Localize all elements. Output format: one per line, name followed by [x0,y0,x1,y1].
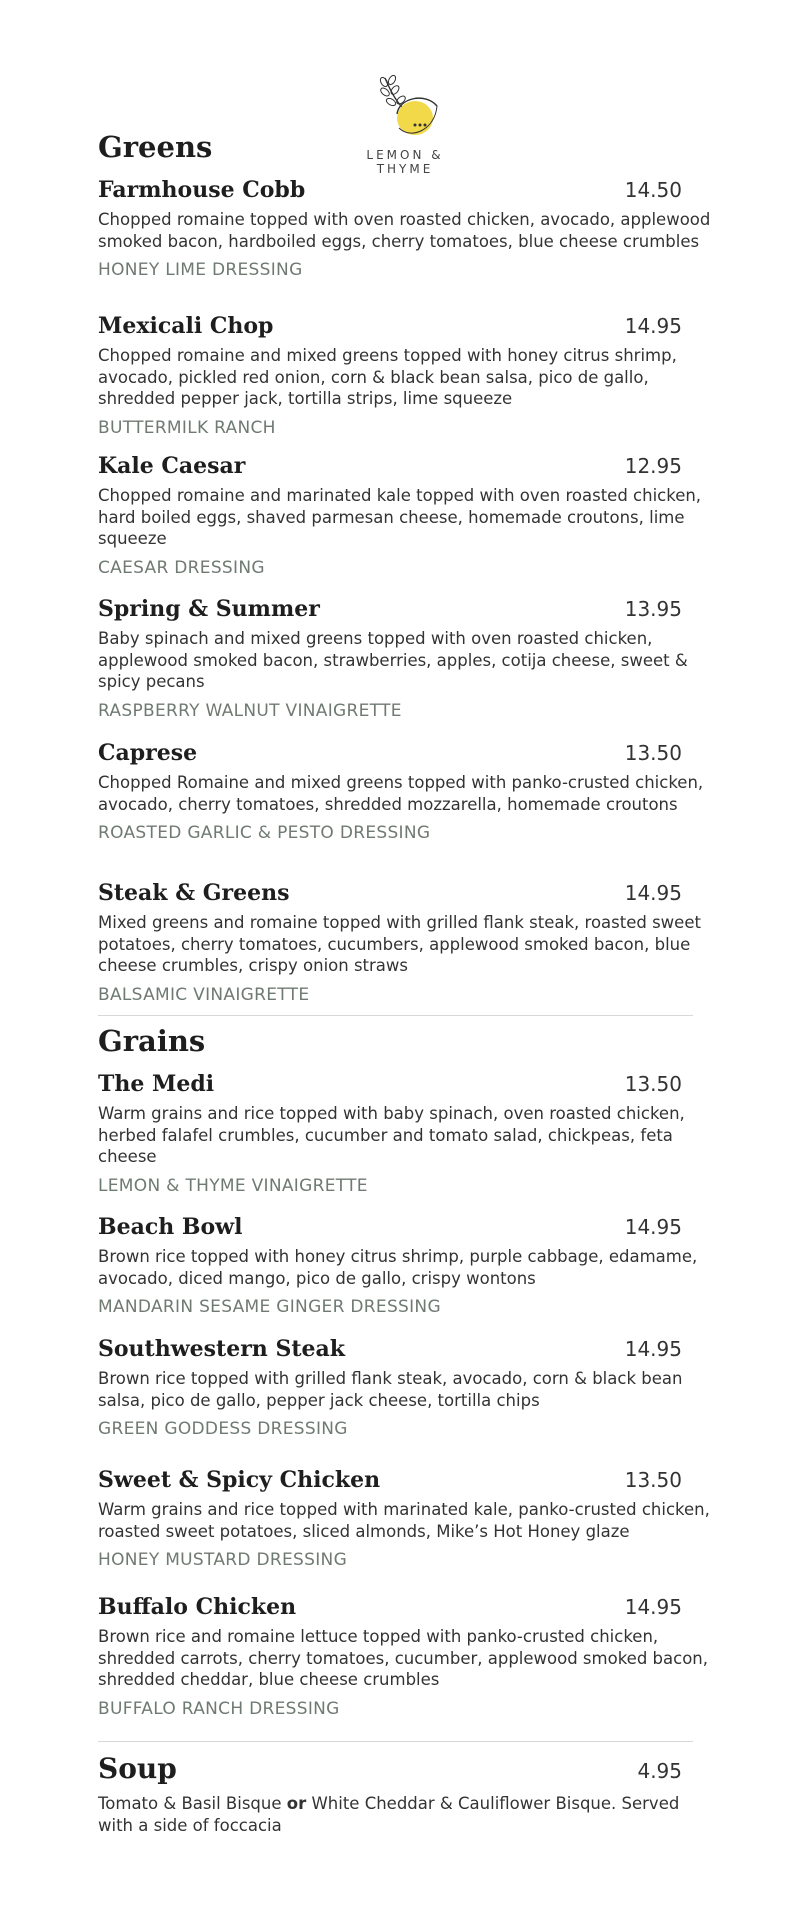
menu-item [98,1594,718,1719]
item-description: Brown rice topped with honey citrus shrimp, purple cabbage, edamame, avocado, diced mango, pico de gallo, crispy wontons [98,1247,698,1288]
menu-item [98,596,718,721]
soup-description [98,1793,718,1836]
item-dressing: MANDARIN SESAME GINGER DRESSING [98,1297,441,1317]
logo [335,70,475,176]
item-price: 4.95 [637,1759,682,1783]
item-description: Chopped romaine topped with oven roasted chicken, avocado, applewood smoked bacon, hardboiled eggs, cherry tomatoes, blue cheese crumbles [98,210,711,251]
menu-item [98,1071,718,1196]
item-name: Sweet & Spicy Chicken [98,1467,381,1493]
section-divider [98,1015,693,1016]
menu-item [98,880,718,1005]
item-name: Mexicali Chop [98,313,274,339]
menu-item [98,1214,718,1317]
item-price: 14.95 [624,881,682,905]
soup-connector: or [286,1794,307,1813]
item-dressing: HONEY LIME DRESSING [98,260,303,280]
item-description: Warm grains and rice topped with baby spinach, oven roasted chicken, herbed falafel crumbles, cucumber and tomato salad, chickpeas, feta cheese [98,1104,685,1166]
item-dressing: LEMON & THYME VINAIGRETTE [98,1175,368,1196]
item-dressing: HONEY MUSTARD DRESSING [98,1550,348,1570]
item-description: Brown rice topped with grilled flank steak, avocado, corn & black bean salsa, pico de gallo, pepper jack cheese, tortilla chips [98,1369,683,1410]
item-name: Steak & Greens [98,880,290,906]
item-price: 12.95 [624,454,682,478]
section-title-soup: Soup [98,1752,177,1785]
menu-item [98,740,718,843]
item-dressing: ROASTED GARLIC & PESTO DRESSING [98,823,431,843]
item-name: Southwestern Steak [98,1336,345,1362]
lemon-sprig-icon [355,70,455,142]
item-dressing: RASPBERRY WALNUT VINAIGRETTE [98,700,402,721]
item-price: 14.95 [624,1215,682,1239]
item-dressing: CAESAR DRESSING [98,557,265,578]
soup-section [98,1752,718,1836]
item-name: Spring & Summer [98,596,320,622]
item-name: Beach Bowl [98,1214,243,1240]
item-description: Chopped Romaine and mixed greens topped with panko-crusted chicken, avocado, cherry tomatoes, shredded mozzarella, homemade croutons [98,773,704,814]
soup-option-2: White Cheddar & Cauliflower Bisque. Served with a side of foccacia [98,1794,680,1835]
menu-item [98,313,718,438]
item-price: 13.50 [624,1468,682,1492]
item-description: Baby spinach and mixed greens topped with oven roasted chicken, applewood smoked bacon, strawberries, apples, cotija cheese, sweet & spicy pecans [98,629,688,691]
section-divider [98,1741,693,1742]
item-name: Farmhouse Cobb [98,177,306,203]
item-description: Brown rice and romaine lettuce topped with panko-crusted chicken, shredded carrots, cherry tomatoes, cucumber, applewood smoked bacon, shredded cheddar, blue cheese crumbles [98,1627,708,1689]
item-price: 14.95 [624,1337,682,1361]
item-description: Chopped romaine and mixed greens topped with honey citrus shrimp, avocado, pickled red onion, corn & black bean salsa, pico de gallo, shredded pepper jack, tortilla strips, lime squeeze [98,346,677,408]
item-dressing: BALSAMIC VINAIGRETTE [98,984,310,1005]
item-description: Warm grains and rice topped with marinated kale, panko-crusted chicken, roasted sweet potatoes, sliced almonds, Mike’s Hot Honey glaze [98,1500,710,1541]
item-price: 14.95 [624,314,682,338]
item-description: Chopped romaine and marinated kale topped with oven roasted chicken, hard boiled eggs, shaved parmesan cheese, homemade croutons, lime squeeze [98,486,702,548]
item-price: 14.95 [624,1595,682,1619]
section-title-grains: Grains [98,1024,206,1058]
item-price: 13.95 [624,597,682,621]
menu-item [98,1467,738,1570]
item-name: The Medi [98,1071,215,1097]
soup-option-1: Tomato & Basil Bisque [98,1794,282,1813]
item-name: Buffalo Chicken [98,1594,297,1620]
menu-item [98,177,718,280]
item-price: 14.50 [624,178,682,202]
item-dressing: BUTTERMILK RANCH [98,417,276,438]
menu-item [98,1336,718,1439]
item-description: Mixed greens and romaine topped with grilled flank steak, roasted sweet potatoes, cherry tomatoes, cucumbers, applewood smoked bacon, blue cheese crumbles, crispy onion straws [98,913,701,975]
item-price: 13.50 [624,1072,682,1096]
item-name: Caprese [98,740,198,766]
section-title-greens: Greens [98,130,213,164]
menu-item [98,453,718,578]
item-dressing: BUFFALO RANCH DRESSING [98,1698,340,1719]
item-name: Kale Caesar [98,453,246,479]
item-price: 13.50 [624,741,682,765]
item-dressing: GREEN GODDESS DRESSING [98,1419,348,1439]
logo-text: LEMON & THYME [366,148,444,176]
